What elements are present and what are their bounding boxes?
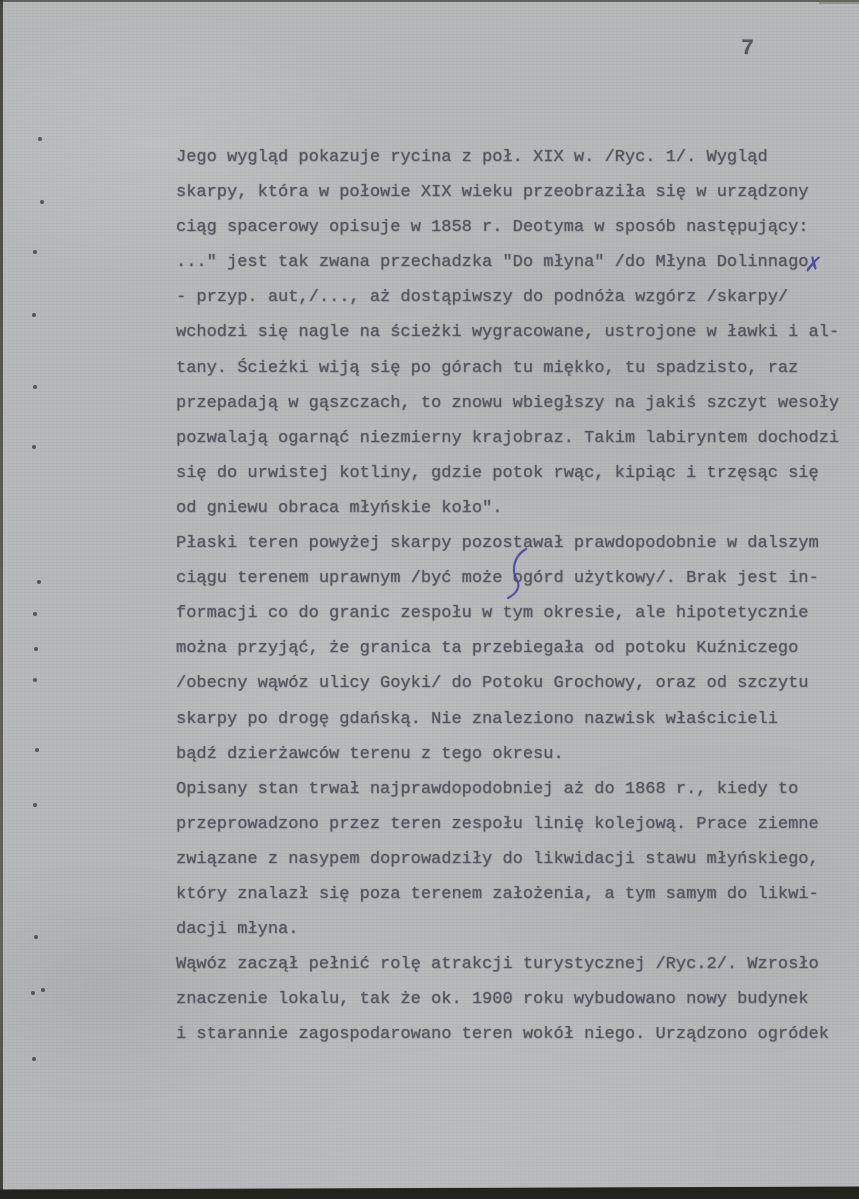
text-line: wchodzi się nagle na ścieżki wygracowane, ustrojone w ławki i al- xyxy=(176,323,840,343)
margin-dot xyxy=(33,678,37,682)
margin-dot xyxy=(33,385,37,389)
text-line: Jego wygląd pokazuje rycina z poł. XIX w. /Ryc. 1/. Wygląd xyxy=(176,148,768,167)
margin-dot xyxy=(33,250,37,254)
margin-dot xyxy=(37,580,41,584)
text-line: ciągu terenem uprawnym /być może ogórd użytkowy/. Brak jest in- xyxy=(176,569,819,589)
scan-edge-top xyxy=(0,0,859,2)
text-line: pozwalają ogarnąć niezmierny krajobraz. Takim labiryntem dochodzi xyxy=(176,428,840,448)
text-line: bądź dzierżawców terenu z tego okresu. xyxy=(176,744,564,764)
text-line: skarpy po drogę gdańską. Nie znaleziono nazwisk właścicieli xyxy=(176,709,778,729)
text-line: - przyp. aut,/..., aż dostąpiwszy do podnóża wzgórz /skarpy/ xyxy=(176,288,789,308)
text-line: Wąwóz zaczął pełnić rolę atrakcji turystycznej /Ryc.2/. Wzrosło xyxy=(176,955,819,975)
margin-dot xyxy=(41,988,45,992)
text-line: przepadają w gąszczach, to znowu wbiegłszy na jakiś szczyt wesoły xyxy=(176,393,840,413)
text-line: i starannie zagospodarowano teren wokół niego. Urządzono ogródek xyxy=(176,1025,829,1045)
text-line: ..." jest tak zwana przechadzka "Do młyna" /do Młyna Dolinnago xyxy=(176,253,809,273)
text-line: /obecny wąwóz ulicy Goyki/ do Potoku Grochowy, oraz od szczytu xyxy=(176,674,809,694)
margin-dot xyxy=(34,935,38,939)
margin-dot xyxy=(32,1057,36,1061)
margin-dot xyxy=(40,200,44,204)
text-line: przeprowadzono przez teren zespołu linię kolejową. Prace ziemne xyxy=(176,814,819,834)
margin-dot xyxy=(31,991,35,995)
margin-dot xyxy=(35,748,39,752)
text-line: związane z nasypem doprowadziły do likwidacji stawu młyńskiego, xyxy=(176,849,819,869)
scan-edge-left xyxy=(0,0,3,1199)
text-line: skarpy, która w połowie XIX wieku przeobraziła się w urządzony xyxy=(176,183,809,203)
text-line: można przyjąć, że granica ta przebiegała od potoku Kuźniczego xyxy=(176,639,799,659)
text-line: tany. Ścieżki wiją się po górach tu miękko, tu spadzisto, raz xyxy=(176,358,799,378)
margin-dot xyxy=(33,612,37,616)
text-line: formacji co do granic zespołu w tym okresie, ale hipotetycznie xyxy=(176,604,809,624)
text-line: dacji młyna. xyxy=(176,920,299,940)
text-line: się do urwistej kotliny, gdzie potok rwąc, kipiąc i trzęsąc się xyxy=(176,463,819,483)
text-line: Płaski teren powyżej skarpy pozostawał prawdopodobnie w dalszym xyxy=(176,534,819,554)
margin-dot xyxy=(32,445,36,449)
page-number: 7 xyxy=(741,36,755,61)
text-line: ciąg spacerowy opisuje w 1858 r. Deotyma w sposób następujący: xyxy=(176,218,809,238)
text-line: od gniewu obraca młyńskie koło". xyxy=(176,498,503,518)
scan-edge-bottom xyxy=(0,1186,859,1199)
margin-dot xyxy=(32,313,36,317)
scan-corner-top-right xyxy=(819,0,859,4)
text-line: Opisany stan trwał najprawdopodobniej aż do 1868 r., kiedy to xyxy=(176,779,799,799)
margin-dot xyxy=(33,803,37,807)
handwritten-x-mark: ✗ xyxy=(803,249,823,283)
margin-dot xyxy=(34,647,38,651)
text-line: który znalazł się poza terenem założenia, a tym samym do likwi- xyxy=(176,884,819,904)
handwritten-correction-stroke xyxy=(504,546,536,602)
margin-dot xyxy=(38,137,42,141)
text-line: znaczenie lokalu, tak że ok. 1900 roku wybudowano nowy budynek xyxy=(176,990,809,1010)
